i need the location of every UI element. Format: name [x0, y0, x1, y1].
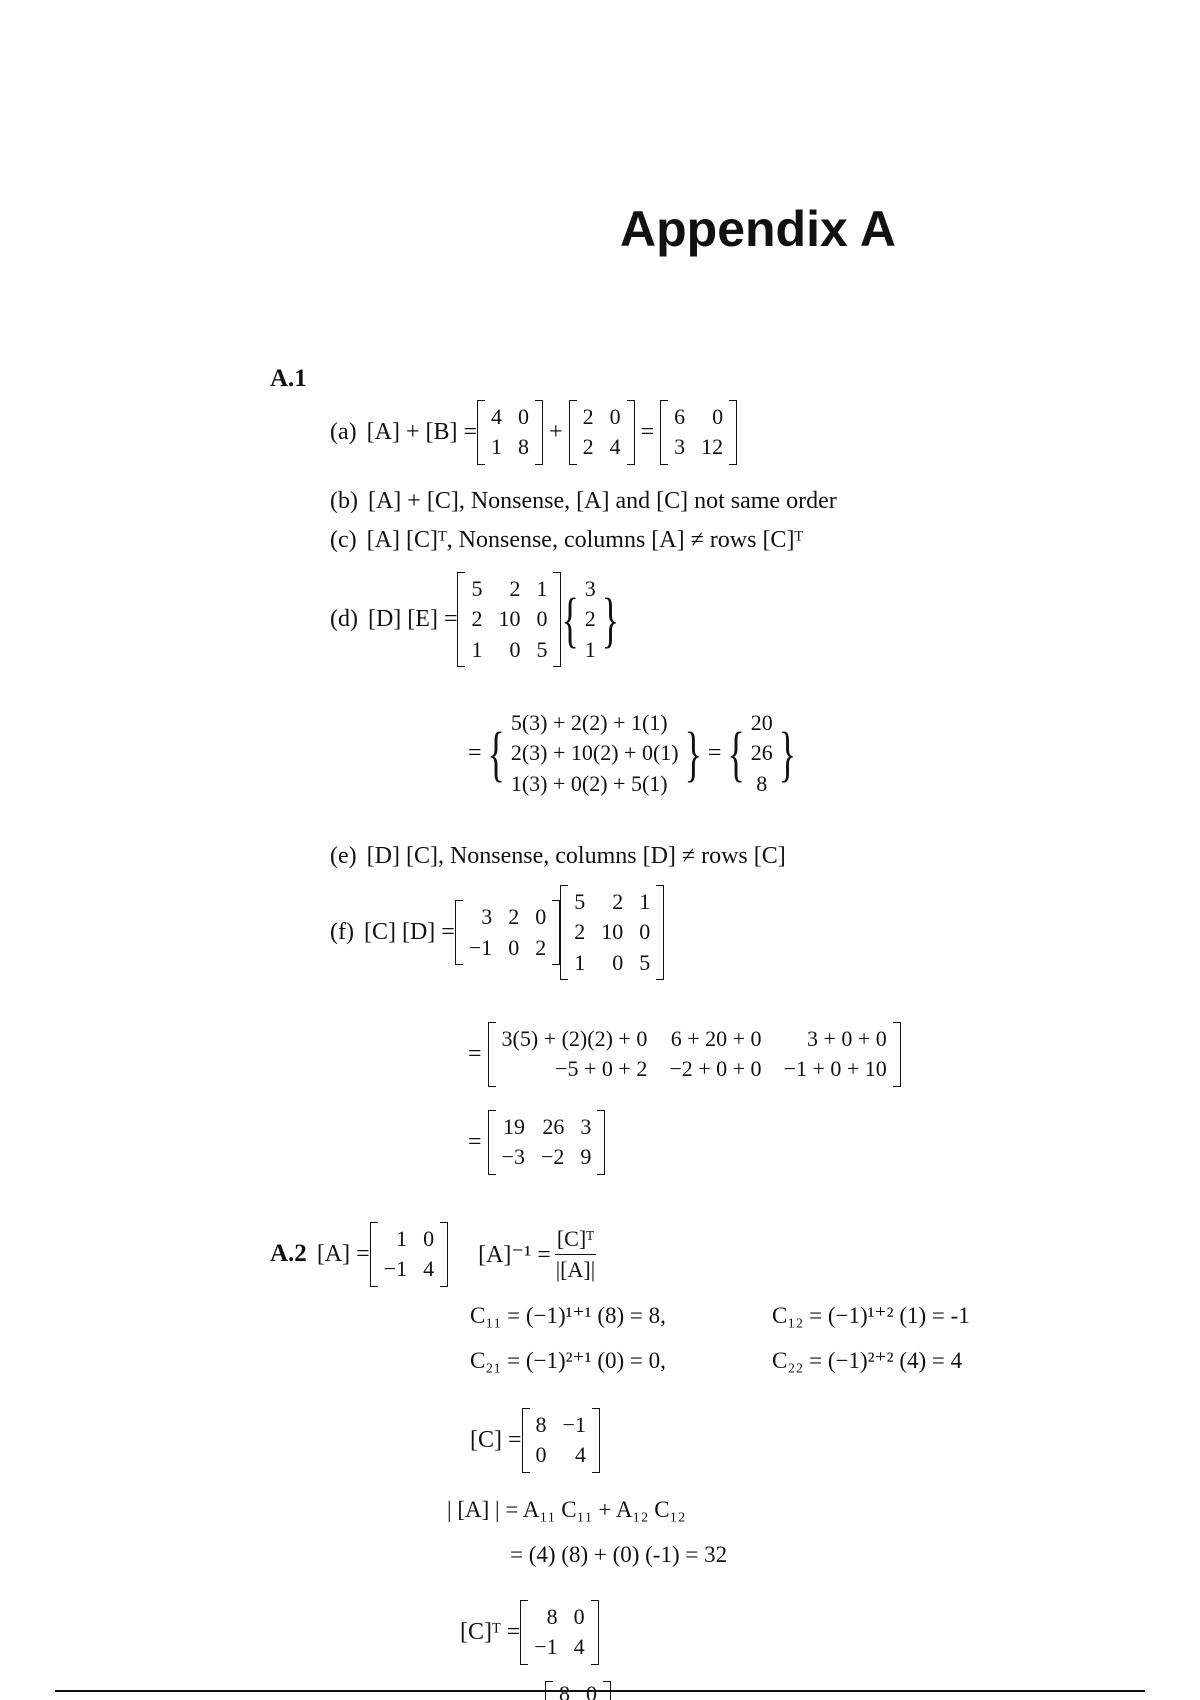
inverse-fraction	[555, 1226, 596, 1283]
section-a2-heading: A.2	[270, 1240, 307, 1268]
equals-sign: =	[640, 418, 655, 445]
matrix-cell: 0	[509, 636, 521, 662]
vector-cell: 8	[756, 770, 768, 796]
matrix-cell: 5	[639, 949, 651, 975]
matrix-sum	[660, 400, 737, 465]
equation-lhs: [C]ᵀ =	[460, 1618, 521, 1645]
vector-cell: 26	[750, 740, 773, 766]
determinant-line-1: | [A] | = A₁₁ C₁₁ + A₁₂ C₁₂	[447, 1497, 686, 1522]
equals-sign: =	[468, 1128, 482, 1155]
matrix-cell: 2	[508, 904, 520, 930]
matrix-cell: −3	[501, 1144, 525, 1170]
expanded-matrix	[488, 1022, 901, 1087]
fraction-numerator: [C]ᵀ	[555, 1226, 596, 1255]
matrix-cell: −1	[468, 934, 493, 960]
matrix-cell: −2 + 0 + 0	[669, 1056, 762, 1082]
vector-cell: 5(3) + 2(2) + 1(1)	[510, 710, 668, 735]
a1-part-f-result	[462, 1110, 605, 1175]
matrix-cell: 0	[586, 1681, 597, 1700]
part-label: (a)	[330, 418, 357, 445]
vector-cell: 3	[584, 576, 596, 601]
inverse-lhs: [A]⁻¹ =	[478, 1241, 551, 1268]
matrix-cell: 0	[535, 904, 547, 930]
equals-sign: =	[468, 1040, 482, 1067]
matrix-cell: 4	[573, 1634, 585, 1660]
a2-first-line	[270, 1222, 596, 1287]
matrix-a	[370, 1222, 448, 1287]
matrix-cell: −5 + 0 + 2	[555, 1056, 648, 1082]
matrix-cell: 8	[518, 434, 530, 460]
matrix-cell: 4	[609, 434, 621, 460]
expanded-vector: { 5(3) + 2(2) + 1(1) 2(3) + 10(2) + 0(1) 1(3) + 0(2) + 5(1) }	[487, 710, 702, 796]
a1-part-d	[330, 572, 619, 667]
matrix-d	[560, 885, 664, 980]
a1-part-f	[330, 885, 664, 980]
matrix-cell: 5	[574, 889, 586, 914]
a1-part-a	[330, 400, 737, 465]
cofactor-c22: C₂₂ = (−1)²⁺² (4) = 4	[772, 1348, 963, 1373]
matrix-cell: 4	[491, 404, 503, 429]
transpose-line	[460, 1600, 599, 1665]
determinant-line-2: = (4) (8) + (0) (-1) = 32	[510, 1542, 728, 1567]
result-vector: { 20 26 8 }	[727, 710, 796, 796]
matrix-cell: 5	[536, 636, 548, 662]
matrix-cell: 1	[639, 889, 651, 914]
equals-sign: =	[468, 740, 482, 767]
matrix-cell: 2	[471, 606, 483, 632]
result-matrix	[488, 1110, 606, 1175]
matrix-cell: 1	[536, 576, 548, 601]
matrix-cell: 12	[701, 434, 724, 460]
matrix-cell: 0	[609, 404, 621, 429]
cofactor-c12: C₁₂ = (−1)¹⁺² (1) = -1	[772, 1303, 970, 1328]
matrix-cell: 0	[536, 606, 548, 632]
a1-part-e	[330, 843, 786, 870]
plus-sign: +	[549, 418, 563, 445]
matrix-cell: 26	[542, 1114, 565, 1139]
matrix-cell: 5	[471, 576, 483, 601]
matrix-cell: 2	[582, 434, 594, 460]
matrix-cell: 2	[509, 576, 521, 601]
matrix-cell: 10	[498, 606, 521, 632]
a1-part-f-expansion	[462, 1022, 901, 1087]
cofactor-c21: C₂₁ = (−1)²⁺¹ (0) = 0,	[470, 1348, 666, 1373]
fraction-denominator: |[A]|	[555, 1256, 596, 1282]
bottom-rule	[55, 1690, 1145, 1692]
cofactor-c11: C₁₁ = (−1)¹⁺¹ (8) = 8,	[470, 1303, 666, 1328]
vector-cell: 2	[584, 606, 596, 632]
equation-lhs: [C] =	[470, 1426, 522, 1453]
matrix-cell: 3 + 0 + 0	[806, 1026, 887, 1051]
a1-part-d-expansion	[462, 706, 796, 801]
matrix-cell: 3	[580, 1114, 592, 1139]
a1-part-b	[330, 488, 837, 515]
matrix-cell: 0	[535, 1442, 547, 1468]
matrix-cell: −1 + 0 + 10	[783, 1056, 887, 1082]
matrix-cell: 3	[481, 904, 493, 930]
matrix-cell: 0	[712, 404, 724, 429]
vector-cell: 1(3) + 0(2) + 5(1)	[510, 770, 668, 796]
matrix-c	[455, 900, 560, 965]
matrix-cell: 4	[423, 1256, 435, 1282]
part-text: [D] [C], Nonsense, columns [D] ≠ rows [C]	[366, 843, 786, 869]
part-label: (e)	[330, 843, 357, 869]
matrix-cell: −1	[383, 1256, 408, 1282]
equation-lhs: [A] + [B] =	[366, 418, 478, 445]
matrix-cell: 2	[582, 404, 594, 429]
cofactor-matrix-line	[470, 1408, 600, 1473]
matrix-cell: 1	[574, 949, 586, 975]
matrix-cell: 9	[580, 1144, 592, 1170]
matrix-cell: 3	[674, 434, 686, 460]
cofactor-matrix	[522, 1408, 600, 1473]
part-label: (c)	[330, 527, 357, 553]
matrix-cell: 4	[574, 1442, 586, 1468]
part-text: [A] [C]ᵀ, Nonsense, columns [A] ≠ rows [C]ᵀ	[366, 527, 804, 553]
page-title: Appendix A	[620, 201, 896, 257]
part-label: (b)	[330, 488, 358, 514]
matrix-cell: 8	[546, 1604, 558, 1629]
matrix-cell: −1	[562, 1412, 586, 1437]
matrix-cell: 1	[396, 1226, 408, 1251]
vector-cell: 20	[750, 710, 773, 735]
matrix-cell: 0	[573, 1604, 585, 1629]
matrix-cell: 6	[674, 404, 686, 429]
matrix-cell: 10	[601, 919, 624, 945]
equation-lhs: [C] [D] =	[363, 919, 455, 946]
matrix-cell: 2	[612, 889, 624, 914]
vector-e: { 3 2 1 }	[561, 576, 620, 662]
equation-lhs: [D] [E] =	[367, 606, 458, 633]
matrix-cell: 8	[559, 1681, 570, 1700]
equals-sign: =	[707, 740, 722, 767]
section-a1-heading: A.1	[270, 365, 307, 392]
vector-cell: 1	[584, 636, 596, 662]
matrix-cell: −2	[540, 1144, 565, 1170]
matrix-a	[477, 400, 543, 465]
matrix-cell: 6 + 20 + 0	[670, 1026, 762, 1051]
vector-cell: 2(3) + 10(2) + 0(1)	[510, 740, 679, 766]
part-label: (f)	[330, 919, 354, 946]
matrix-cell: 1	[471, 636, 483, 662]
matrix-cell: 0	[518, 404, 530, 429]
matrix-cell: 0	[639, 919, 651, 945]
matrix-cell: 0	[423, 1226, 435, 1251]
matrix-cell: 19	[502, 1114, 525, 1139]
matrix-d	[457, 572, 561, 667]
matrix-cell: 2	[535, 934, 547, 960]
matrix-cell: 8	[535, 1412, 547, 1437]
matrix-cell: 0	[508, 934, 520, 960]
transpose-matrix	[520, 1600, 598, 1665]
part-label: (d)	[330, 606, 358, 633]
matrix-cell: 0	[612, 949, 624, 975]
matrix-cell: −1	[534, 1634, 558, 1660]
matrix-cell: 3(5) + (2)(2) + 0	[501, 1026, 648, 1051]
matrix-cell: 1	[491, 434, 503, 460]
equation-lhs: [A] =	[316, 1240, 370, 1267]
part-text: [A] + [C], Nonsense, [A] and [C] not same order	[367, 488, 837, 514]
matrix-cell: 2	[574, 919, 586, 945]
matrix-b	[569, 400, 635, 465]
